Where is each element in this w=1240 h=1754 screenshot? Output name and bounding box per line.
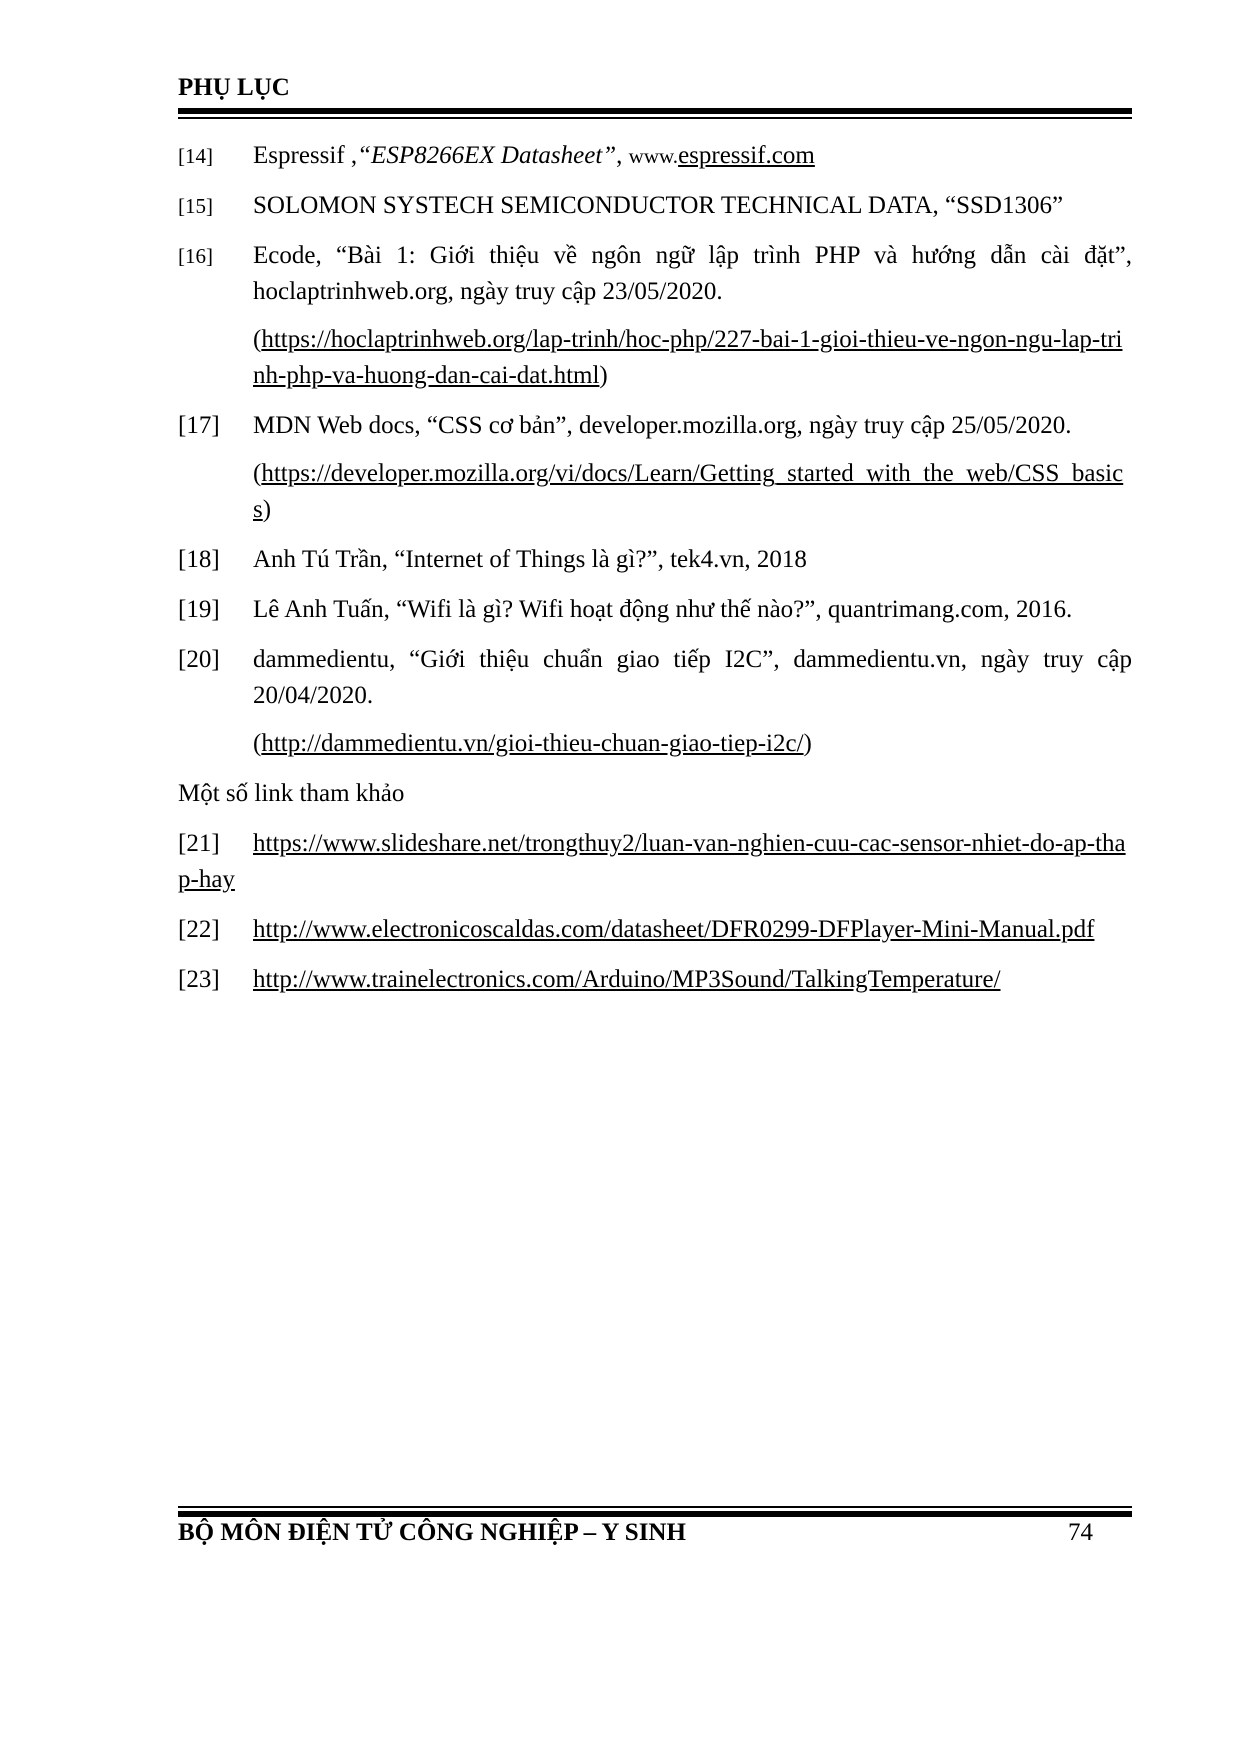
links-section-title: Một số link tham khảo bbox=[178, 780, 405, 807]
url-close-paren: ) bbox=[803, 730, 812, 757]
reference-16 bbox=[178, 238, 1132, 394]
reference-body bbox=[253, 408, 1132, 528]
reference-link[interactable]: https://www.slideshare.net/trongthuy2/luan-van-nghien-cuu-cac-sensor-nhiet-do-ap-thap-hay bbox=[178, 830, 1126, 893]
reference-number: [19] bbox=[178, 596, 220, 623]
reference-number: [14] bbox=[178, 144, 213, 168]
reference-number: [20] bbox=[178, 646, 220, 673]
url-open-paren: ( bbox=[253, 730, 262, 757]
reference-body bbox=[253, 238, 1132, 394]
reference-text: Lê Anh Tuấn, “Wifi là gì? Wifi hoạt động như thế nào?”, quantrimang.com, 2016. bbox=[253, 596, 1073, 623]
reference-number: [16] bbox=[178, 244, 213, 268]
reference-19 bbox=[178, 592, 1132, 628]
reference-link[interactable]: https://hoclaptrinhweb.org/lap-trinh/hoc-php/227-bai-1-gioi-thieu-ve-ngon-ngu-lap-trinh-php-va-huong-dan-cai-dat.html bbox=[253, 326, 1123, 389]
footer-department: BỘ MÔN ĐIỆN TỬ CÔNG NGHIỆP – Y SINH bbox=[178, 1519, 686, 1546]
reference-text: Ecode, “Bài 1: Giới thiệu về ngôn ngữ lập trình PHP và hướng dẫn cài đặt”, hoclaptrinhweb.org, ngày truy cập 23/05/2020. bbox=[253, 242, 1132, 305]
url-open-paren: ( bbox=[253, 326, 262, 353]
reference-url-line bbox=[253, 322, 1132, 394]
reference-link[interactable]: https://developer.mozilla.org/vi/docs/Learn/Getting_started_with_the_web/CSS_basics bbox=[253, 460, 1124, 523]
reference-link[interactable]: espressif.com bbox=[678, 142, 815, 169]
reference-list bbox=[178, 138, 1132, 1012]
reference-url-line bbox=[253, 456, 1132, 528]
reference-number: [23] bbox=[178, 966, 220, 993]
reference-site-prefix: www. bbox=[628, 144, 679, 168]
reference-text: SOLOMON SYSTECH SEMICONDUCTOR TECHNICAL DATA, “SSD1306” bbox=[253, 192, 1064, 219]
reference-separator: , bbox=[616, 142, 629, 169]
reference-number: [18] bbox=[178, 546, 220, 573]
reference-21 bbox=[178, 826, 1132, 898]
reference-text bbox=[253, 138, 1132, 174]
reference-title: “ESP8266EX Datasheet” bbox=[357, 142, 617, 169]
reference-15 bbox=[178, 188, 1132, 224]
reference-number: [21] bbox=[178, 830, 220, 857]
reference-18 bbox=[178, 542, 1132, 578]
url-close-paren: ) bbox=[262, 496, 272, 523]
url-open-paren: ( bbox=[253, 460, 262, 487]
reference-17 bbox=[178, 408, 1132, 528]
reference-14 bbox=[178, 138, 1132, 174]
footer-rule-thin bbox=[178, 1506, 1132, 1508]
reference-text: Anh Tú Trần, “Internet of Things là gì?”, tek4.vn, 2018 bbox=[253, 546, 807, 573]
reference-number: [22] bbox=[178, 916, 220, 943]
reference-22 bbox=[178, 912, 1132, 948]
reference-author: Espressif , bbox=[253, 142, 358, 169]
header-rule-thin bbox=[178, 117, 1132, 119]
url-close-paren: ) bbox=[599, 362, 608, 389]
reference-link[interactable]: http://www.electronicoscaldas.com/datasheet/DFR0299-DFPlayer-Mini-Manual.pdf bbox=[253, 916, 1095, 943]
reference-23 bbox=[178, 962, 1132, 998]
footer-rule-thick bbox=[178, 1511, 1132, 1517]
reference-link[interactable]: http://dammedientu.vn/gioi-thieu-chuan-giao-tiep-i2c/ bbox=[261, 730, 804, 757]
page-header-title: PHỤ LỤC bbox=[178, 74, 290, 101]
reference-body bbox=[253, 642, 1132, 762]
reference-text: dammedientu, “Giới thiệu chuẩn giao tiếp I2C”, dammedientu.vn, ngày truy cập 20/04/2020. bbox=[253, 646, 1132, 709]
page-number: 74 bbox=[1068, 1519, 1093, 1546]
reference-link[interactable]: http://www.trainelectronics.com/Arduino/MP3Sound/TalkingTemperature/ bbox=[253, 966, 1001, 993]
reference-number: [15] bbox=[178, 194, 213, 218]
reference-number: [17] bbox=[178, 412, 220, 439]
reference-text: MDN Web docs, “CSS cơ bản”, developer.mozilla.org, ngày truy cập 25/05/2020. bbox=[253, 412, 1072, 439]
reference-url-line bbox=[253, 726, 1132, 762]
reference-20 bbox=[178, 642, 1132, 762]
header-rule-thick bbox=[178, 108, 1132, 114]
